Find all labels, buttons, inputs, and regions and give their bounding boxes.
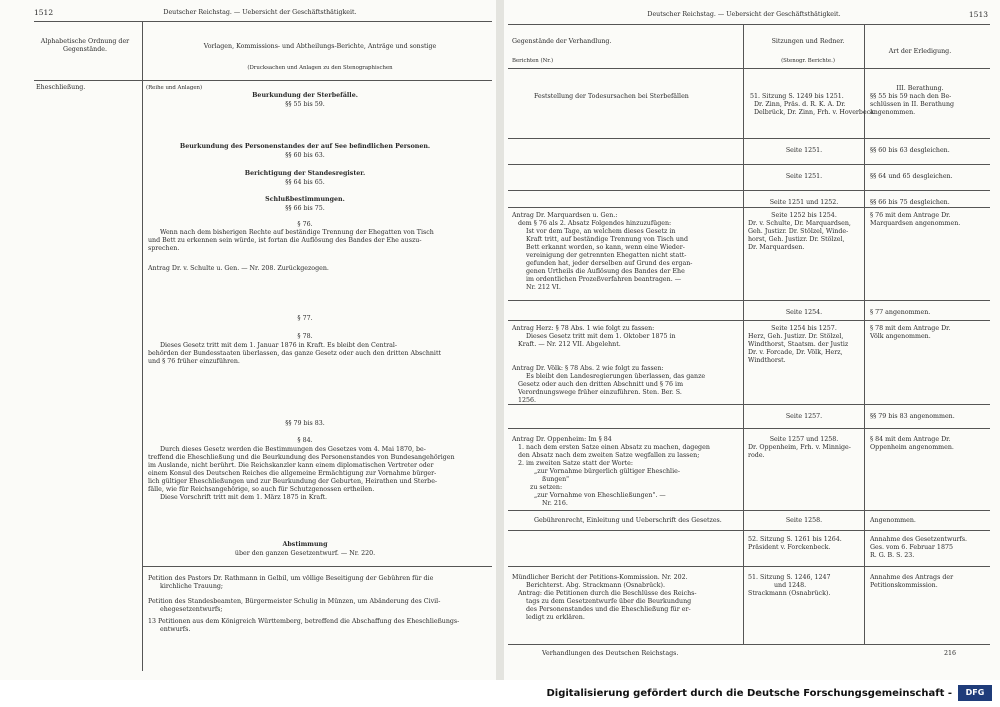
result-line: § 76 mit dem Antrage Dr. [870,212,951,219]
rule [34,80,492,81]
session-line: Seite 1251 und 1252. [769,199,839,206]
result-line: Völk angenommen. [870,333,931,340]
row-rule [508,510,990,511]
agenda-line: Antrag Dr. Oppenheim: Im § 84 [512,436,612,443]
agenda-line: Feststellung der Todesursachen bei Sterbefällen [534,93,689,100]
row-rule [508,190,990,191]
page-number: 1512 [34,8,54,17]
session-line: Seite 1252 bis 1254. [771,212,837,219]
rule [34,21,492,22]
session-line: Dr. Oppenheim, Frh. v. Minnige- [748,444,851,451]
agenda-line: 1. nach dem ersten Satze einen Absatz zu machen, dagegen [518,444,710,451]
petition-line: entwurfs. [160,626,191,633]
result-line: § 77 angenommen. [870,309,931,316]
funding-banner-text: Digitalisierung gefördert durch die Deutsche Forschungsgemeinschaft - [546,688,952,699]
result-line: angenommen. [870,109,916,116]
petition-line: kirchliche Trauung; [160,583,224,590]
body-line: und § 76 früher einzuführen. [148,358,240,365]
column-rule [142,21,143,671]
agenda-line: Kraft. — Nr. 212 VII. Abgelehnt. [518,341,621,348]
page-number: 1513 [968,10,988,19]
body-line: lich gültiger Eheschließungen und zur Beurkundung der Geburten, Heirathen und Sterbe- [148,478,438,485]
agenda-line: Antrag: die Petitionen durch die Beschlüsse des Reichs- [518,590,697,597]
agenda-line: Nr. 216. [542,500,568,507]
column-header: Gegenstände der Verhandlung. [512,38,612,45]
rule [143,566,492,567]
column-subheader: (Drucksachen und Anlagen zu den Stenographischen [247,65,393,71]
row-rule [508,300,990,301]
column-rule [864,24,865,644]
row-rule [508,138,990,139]
result-line: Angenommen. [870,517,916,524]
session-line: Dr. Zinn, Präs. d. R. K. A. Dr. [754,101,846,108]
agenda-line: genen Urtheils die Auflösung des Bandes der Ehe [526,268,685,275]
result-line: Annahme des Gesetzentwurfs. [870,536,968,543]
agenda-line: den Absatz nach dem zweiten Satze wegfallen zu lassen; [518,452,700,459]
agenda-line: Dieses Gesetz tritt mit dem 1. Oktober 1875 in [526,333,676,340]
column-subheader: Berichten (Nr.) [512,58,554,64]
session-line: Seite 1251. [785,147,823,154]
running-header: Deutscher Reichstag. — Uebersicht der Geschäftsthätigkeit. [163,9,357,16]
right-page [504,0,1000,680]
paragraph-ref: §§ 66 bis 75. [285,205,325,212]
result-line: schlüssen in II. Berathung [870,101,955,108]
result-line: R. G. B. S. 23. [870,552,915,559]
agenda-line: Kraft tritt, auf beständige Trennung von Tisch und [526,236,688,243]
session-line: horst, Geh. Justizr. Dr. Stölzel, [748,236,845,243]
session-line: Dr. v. Schulte, Dr. Marquardsen, [748,220,851,227]
motion-line: Antrag Dr. v. Schulte u. Gen. — Nr. 208. Zurückgezogen. [148,265,329,272]
column-header: Vorlagen, Kommissions- und Abtheilungs-Berichte, Anträge und sonstige [203,43,437,50]
session-line: Seite 1257 und 1258. [769,436,839,443]
agenda-line: Gesetz oder auch den dritten Abschnitt und § 76 im [518,381,684,388]
result-line: Annahme des Antrags der [870,574,954,581]
agenda-line: des Personenstandes und die Eheschließung für er- [526,606,691,613]
agenda-line: Antrag Dr. Marquardsen u. Gen.: [512,212,618,219]
session-line: 52. Sitzung S. 1261 bis 1264. [748,536,842,543]
result-line: §§ 66 bis 75 desgleichen. [870,199,950,206]
session-line: Herz, Geh. Justizr. Dr. Stölzel, [748,333,844,340]
rule [508,24,990,25]
petition-line: ehegesetzentwurfs; [160,606,223,613]
result-line: Ges. vom 6. Februar 1875 [870,544,953,551]
result-line: §§ 55 bis 59 nach den Be- [870,93,952,100]
body-line: Diese Vorschrift tritt mit dem 1. März 1875 in Kraft. [160,494,328,501]
agenda-line: dem § 76 als 2. Absatz Folgendes hinzuzufügen: [518,220,672,227]
agenda-line: 2. im zweiten Satze statt der Worte: [518,460,633,467]
body-line: fälle, wie für Reichsangehörige, so auch für Schutzgenossen ertheilen. [148,486,375,493]
agenda-line: Antrag Herz: § 78 Abs. 1 wie folgt zu fassen: [512,325,655,332]
agenda-line: ledigt zu erklären. [526,614,585,621]
session-line: Dr. v. Forcade, Dr. Völk, Herz, [748,349,843,356]
page-footer-number: 216 [944,650,957,657]
paragraph-ref: § 78. [297,333,313,340]
section-heading: Beurkundung des Personenstandes der auf See befindlichen Personen. [179,143,431,150]
row-rule [508,566,990,567]
agenda-line: Antrag Dr. Völk: § 78 Abs. 2 wie folgt zu fassen: [512,365,664,372]
agenda-line: 1256. [518,397,537,404]
petition-line: Petition des Standesbeamten, Bürgermeister Schulig in Münzen, um Abänderung des Civil- [148,598,441,605]
agenda-line: Es bleibt den Landesregierungen überlassen, das ganze [526,373,706,380]
paragraph-ref: §§ 60 bis 63. [285,152,325,159]
running-header: Deutscher Reichstag. — Uebersicht der Geschäftsthätigkeit. [647,11,841,18]
session-line: Seite 1257. [785,413,823,420]
body-line: im Auslande, nicht berührt. Die Reichskanzler kann einem diplomatischen Vertreter oder [148,462,434,469]
agenda-line: tags zu dem Gesetzentwurfe über die Beurkundung [526,598,692,605]
body-line: einem Konsul des Deutschen Reiches die allgemeine Ermächtigung zur Vornahme bürger- [148,470,437,477]
body-line: Durch dieses Gesetz werden die Bestimmungen des Gesetzes vom 4. Mai 1870, be- [160,446,426,453]
result-line: Petitionskommission. [870,582,938,589]
session-line: Strackmann (Osnabrück). [748,590,831,597]
result-line: Marquardsen angenommen. [870,220,961,227]
result-line: III. Berathung. [896,85,944,92]
session-line: rode. [748,452,765,459]
session-line: 51. Sitzung S. 1249 bis 1251. [750,93,844,100]
session-line: Seite 1258. [785,517,823,524]
agenda-line: vereinigung der getrennten Ehegatten nicht statt- [526,252,687,259]
row-rule [508,404,990,405]
column-rule [743,24,744,644]
section-heading: Schlußbestimmungen. [265,196,345,203]
result-line: § 78 mit dem Antrage Dr. [870,325,951,332]
body-line: sprechen. [148,245,180,252]
agenda-line: gefunden hat, jeder derselben auf Grund des ergan- [526,260,693,267]
paragraph-ref: über den ganzen Gesetzentwurf. — Nr. 220. [234,550,376,557]
session-line: und 1248. [774,582,807,589]
session-line: Geh. Justizr. Dr. Stölzel, Winde- [748,228,849,235]
paragraph-ref: §§ 79 bis 83. [285,420,325,427]
body-line: treffend die Eheschließung und die Beurkundung des Personenstandes von Bundesangehörigen [148,454,455,461]
column-header: Art der Erledigung. [888,48,952,55]
paragraph-ref: § 77. [297,315,313,322]
body-line: Wenn nach dem bisherigen Rechte auf beständige Trennung der Ehegatten von Tisch [160,229,434,236]
agenda-line: zu setzen: [530,484,563,491]
subject-label: Eheschließung. [36,84,86,91]
dfg-logo: DFG [958,685,992,701]
agenda-line: Bett erkannt worden, so kann, wenn eine Wieder- [526,244,685,251]
row-rule [508,164,990,165]
column-subheader: (Stenogr. Berichte.) [781,58,835,64]
agenda-line: „zur Vornahme von Eheschließungen". — [534,492,666,499]
paragraph-ref: §§ 64 bis 65. [285,179,325,186]
session-line: Seite 1251. [785,173,823,180]
page-footer-title: Verhandlungen des Deutschen Reichstags. [542,650,679,657]
agenda-line: Nr. 212 VI. [526,284,561,291]
left-page [0,0,496,680]
session-line: Dr. Marquardsen. [748,244,805,251]
row-rule [508,320,990,321]
paragraph-ref: § 84. [297,437,313,444]
section-heading: Beurkundung der Sterbefälle. [252,92,358,99]
row-rule [508,530,990,531]
result-line: Oppenheim angenommen. [870,444,954,451]
rule [508,68,990,69]
session-line: Windthorst, Staatsm. der Justiz [748,341,849,348]
petition-line: 13 Petitionen aus dem Königreich Württemberg, betreffend die Abschaffung des Eheschließungs- [148,618,460,625]
column-header: Sitzungen und Redner. [771,38,845,45]
agenda-line: Ist vor dem Tage, an welchem dieses Gesetz in [526,228,676,235]
paragraph-ref: § 76. [297,221,313,228]
body-line: Dieses Gesetz tritt mit dem 1. Januar 1876 in Kraft. Es bleibt den Central- [160,342,398,349]
agenda-line: ßungen" [542,476,570,483]
book-gutter [496,0,504,680]
agenda-line: Berichterst. Abg. Strackmann (Osnabrück). [526,582,665,589]
agenda-line: Mündlicher Bericht der Petitions-Kommission. Nr. 202. [512,574,688,581]
row-rule [508,644,990,645]
result-line: §§ 60 bis 63 desgleichen. [870,147,950,154]
petition-line: Petition des Pastors Dr. Rathmann in Gelbil, um völlige Beseitigung der Gebühren für die [148,575,434,582]
section-heading: Abstimmung [282,541,328,548]
note: (Reihe und Anlagen) [146,85,203,91]
agenda-line: Verordnungswege früher einzuführen. Sten. Ber. S. [518,389,682,396]
paragraph-ref: §§ 55 bis 59. [285,101,325,108]
session-line: Seite 1254. [785,309,823,316]
agenda-line: „zur Vornahme bürgerlich gültiger Eheschlie- [534,468,680,475]
result-line: §§ 79 bis 83 angenommen. [870,413,955,420]
section-heading: Berichtigung der Standesregister. [244,170,366,177]
agenda-line: im ordentlichen Prozeßverfahren beantragen. — [526,276,682,283]
result-line: §§ 64 und 65 desgleichen. [870,173,953,180]
body-line: behörden der Bundesstaaten überlassen, das ganze Gesetz oder auch den dritten Abschnitt [148,350,442,357]
row-rule [508,428,990,429]
session-line: Windthorst. [748,357,786,364]
row-rule [508,207,990,208]
session-line: 51. Sitzung S. 1246, 1247 [748,574,831,581]
session-line: Präsident v. Forckenbeck. [748,544,831,551]
session-line: Seite 1254 bis 1257. [771,325,837,332]
body-line: und Bett zu erkennen sein würde, ist fortan die Auflösung des Bandes der Ehe auszu- [148,237,422,244]
column-header: Alphabetische Ordnung der Gegenstände. [40,38,130,53]
result-line: § 84 mit dem Antrage Dr. [870,436,951,443]
funding-banner [0,680,1000,707]
session-line: Delbrück, Dr. Zinn, Frh. v. Hoverbeck. [754,109,877,116]
agenda-line: Gebührenrecht, Einleitung und Ueberschrift des Gesetzes. [534,517,722,524]
